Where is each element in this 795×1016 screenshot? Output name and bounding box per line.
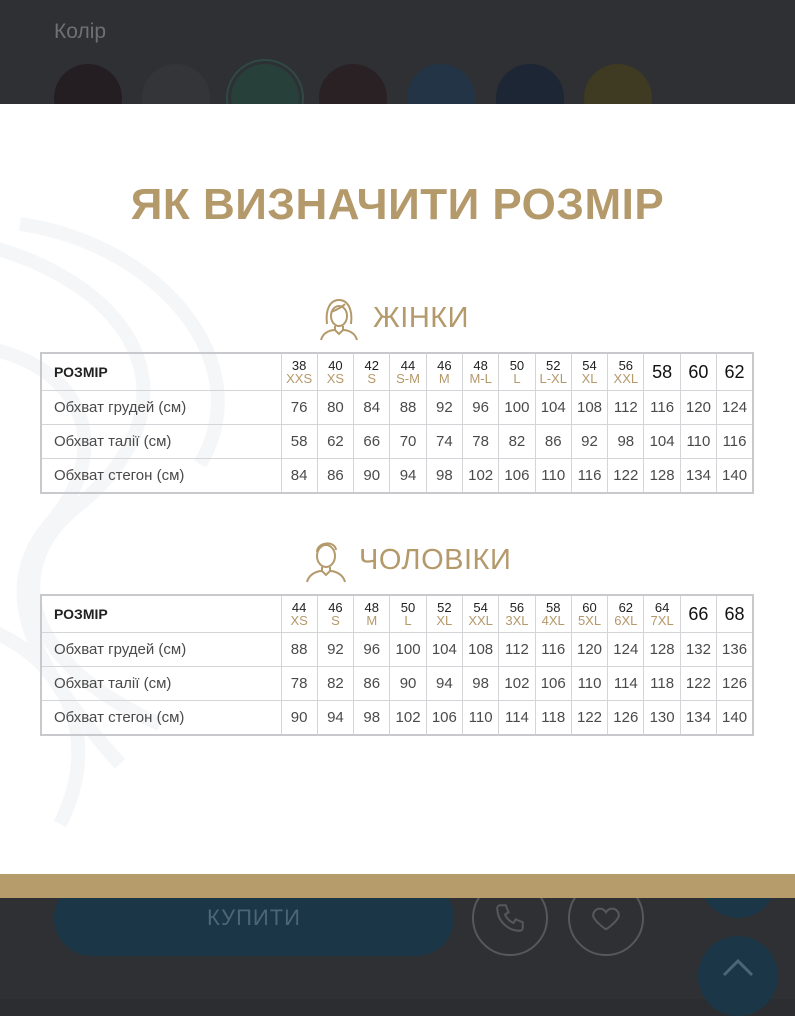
size-number: 50 [400,599,416,615]
color-label: Колір [54,20,107,43]
measurement-value: 102 [499,667,535,701]
measurement-label: Обхват талії (см) [41,667,281,701]
measurement-value: 100 [390,633,426,667]
size-number: 58 [652,361,673,382]
modal-bottom-bar [0,874,795,898]
measurement-value: 82 [499,425,535,459]
measurement-value: 98 [354,701,390,736]
size-number: 46 [437,357,452,373]
measurement-value: 114 [499,701,535,736]
size-letter: S [331,612,340,628]
size-number: 46 [328,599,343,615]
size-header-cell [644,595,680,633]
size-header-cell [680,595,716,633]
measurement-value: 134 [680,459,716,494]
measurement-label: Обхват грудей (см) [41,633,281,667]
size-letter: S-M [396,370,420,386]
size-header-cell [317,353,353,391]
measurement-value: 110 [571,667,607,701]
measurement-value: 104 [426,633,462,667]
measurement-value: 66 [354,425,390,459]
heart-icon [589,901,623,935]
measurement-value: 98 [426,459,462,494]
size-header-cell [717,595,753,633]
size-header-row [41,353,753,391]
measurement-value: 108 [571,391,607,425]
measurement-value: 90 [354,459,390,494]
size-header-cell [499,595,535,633]
size-number: 66 [688,603,709,624]
size-header-cell [608,353,644,391]
size-header-cell [281,353,317,391]
measurement-value: 112 [499,633,535,667]
size-letter: 5XL [577,612,602,628]
product-page-top [0,0,795,104]
size-header-label: РОЗМІР [41,353,281,391]
size-number: 48 [473,357,488,373]
measurement-value: 104 [535,391,571,425]
ornament-watermark [0,204,280,844]
size-number: 60 [688,361,709,382]
size-number: 44 [291,599,307,615]
size-number: 58 [545,599,561,615]
size-number: 42 [364,357,379,373]
size-letter: 3XL [505,612,529,628]
women-size-table [40,352,754,494]
size-letter: XL [436,612,453,628]
size-header-cell [354,353,390,391]
measurement-value: 58 [281,425,317,459]
measurement-value: 132 [680,633,716,667]
size-number: 60 [582,599,597,615]
size-number: 54 [582,357,597,373]
size-number: 64 [654,599,670,615]
size-header-cell [680,353,716,391]
measurement-value: 62 [317,425,353,459]
measurement-value: 122 [608,459,644,494]
measurement-value: 134 [680,701,716,736]
measurement-value: 110 [535,459,571,494]
measurement-value: 88 [281,633,317,667]
size-header-cell [426,353,462,391]
measurement-value: 94 [390,459,426,494]
size-header-cell [354,595,390,633]
measurement-value: 130 [644,701,680,736]
man-icon [303,536,349,584]
measurement-value: 122 [571,701,607,736]
measurement-value: 98 [608,425,644,459]
size-letter: L-XL [539,370,567,386]
measurement-value: 110 [680,425,716,459]
measurement-value: 84 [281,459,317,494]
men-heading-label: ЧОЛОВІКИ [359,543,512,576]
measurement-value: 112 [608,391,644,425]
measurement-value: 116 [717,425,753,459]
size-number: 48 [364,599,379,615]
measurement-value: 122 [680,667,716,701]
size-number: 52 [545,357,561,373]
size-number: 44 [400,357,416,373]
men-heading [303,536,511,584]
measurement-value: 92 [317,633,353,667]
measurement-value: 84 [354,391,390,425]
measurement-value: 102 [462,459,498,494]
measurement-value: 118 [644,667,680,701]
measurement-value: 100 [499,391,535,425]
size-header-row [41,595,753,633]
measurement-value: 88 [390,391,426,425]
size-letter: XL [581,370,598,386]
measurement-label: Обхват стегон (см) [41,459,281,494]
measurement-value: 116 [571,459,607,494]
measurement-value: 116 [644,391,680,425]
measurement-value: 102 [390,701,426,736]
measurement-row [41,391,753,425]
measurement-value: 128 [644,459,680,494]
scroll-top-button[interactable] [698,936,778,1016]
size-letter: M [366,612,378,628]
size-number: 68 [724,603,745,624]
measurement-value: 128 [644,633,680,667]
measurement-value: 78 [462,425,498,459]
measurement-value: 86 [535,425,571,459]
size-letter: XXL [468,612,493,628]
measurement-value: 116 [535,633,571,667]
measurement-value: 90 [281,701,317,736]
size-number: 62 [724,361,745,382]
measurement-value: 82 [317,667,353,701]
size-header-cell [390,353,426,391]
size-letter: 4XL [541,612,565,628]
measurement-value: 94 [317,701,353,736]
measurement-label: Обхват талії (см) [41,425,281,459]
size-letter: XXL [613,370,639,386]
size-header-cell [317,595,353,633]
measurement-value: 86 [317,459,353,494]
size-header-cell [462,353,498,391]
measurement-row [41,701,753,736]
measurement-value: 108 [462,633,498,667]
size-header-cell [535,595,571,633]
measurement-value: 104 [644,425,680,459]
size-header-cell [644,353,680,391]
measurement-value: 124 [717,391,753,425]
measurement-value: 126 [717,667,753,701]
measurement-value: 106 [426,701,462,736]
size-header-cell [281,595,317,633]
size-number: 52 [437,599,452,615]
size-header-cell [571,353,607,391]
size-header-cell [608,595,644,633]
size-letter: 7XL [650,612,674,628]
measurement-value: 74 [426,425,462,459]
measurement-value: 70 [390,425,426,459]
women-heading [315,294,469,342]
size-letter: 6XL [614,612,638,628]
size-number: 56 [509,599,525,615]
phone-icon [493,901,527,935]
size-header-cell [462,595,498,633]
measurement-value: 90 [390,667,426,701]
measurement-value: 92 [426,391,462,425]
measurement-value: 106 [535,667,571,701]
size-header-cell [571,595,607,633]
measurement-value: 124 [608,633,644,667]
measurement-row [41,667,753,701]
measurement-value: 140 [717,701,753,736]
size-number: 50 [509,357,525,373]
size-letter: XS [290,612,308,628]
measurement-row [41,633,753,667]
measurement-value: 120 [571,633,607,667]
size-header-cell [499,353,535,391]
size-header-cell [717,353,753,391]
size-number: 62 [618,599,634,615]
measurement-value: 92 [571,425,607,459]
modal-title: ЯК ВИЗНАЧИТИ РОЗМІР [130,180,665,229]
chevron-up-icon [721,956,755,978]
measurement-row [41,425,753,459]
measurement-value: 114 [608,667,644,701]
measurement-value: 118 [535,701,571,736]
women-heading-label: ЖІНКИ [373,301,470,334]
measurement-value: 80 [317,391,353,425]
buy-button[interactable]: КУПИТИ [54,880,454,956]
measurement-value: 96 [354,633,390,667]
measurement-value: 76 [281,391,317,425]
size-header-label: РОЗМІР [41,595,281,633]
size-header-cell [535,353,571,391]
measurement-value: 94 [426,667,462,701]
measurement-value: 120 [680,391,716,425]
measurement-value: 98 [462,667,498,701]
size-number: 40 [328,357,343,373]
measurement-value: 136 [717,633,753,667]
size-header-cell [426,595,462,633]
size-number: 54 [473,599,488,615]
measurement-value: 126 [608,701,644,736]
measurement-label: Обхват стегон (см) [41,701,281,736]
men-size-table [40,594,754,736]
woman-icon [315,294,363,342]
measurement-value: 140 [717,459,753,494]
size-letter: M-L [469,370,492,386]
measurement-value: 78 [281,667,317,701]
size-letter: L [404,612,412,628]
measurement-value: 86 [354,667,390,701]
size-letter: S [367,370,377,386]
size-guide-modal [0,104,795,898]
size-header-cell [390,595,426,633]
size-number: 38 [291,357,307,373]
measurement-label: Обхват грудей (см) [41,391,281,425]
measurement-row [41,459,753,494]
measurement-value: 110 [462,701,498,736]
size-letter: M [438,370,450,386]
size-letter: L [513,370,521,386]
size-letter: XXS [286,370,313,386]
size-number: 56 [618,357,634,373]
size-letter: XS [326,370,345,386]
measurement-value: 106 [499,459,535,494]
measurement-value: 96 [462,391,498,425]
